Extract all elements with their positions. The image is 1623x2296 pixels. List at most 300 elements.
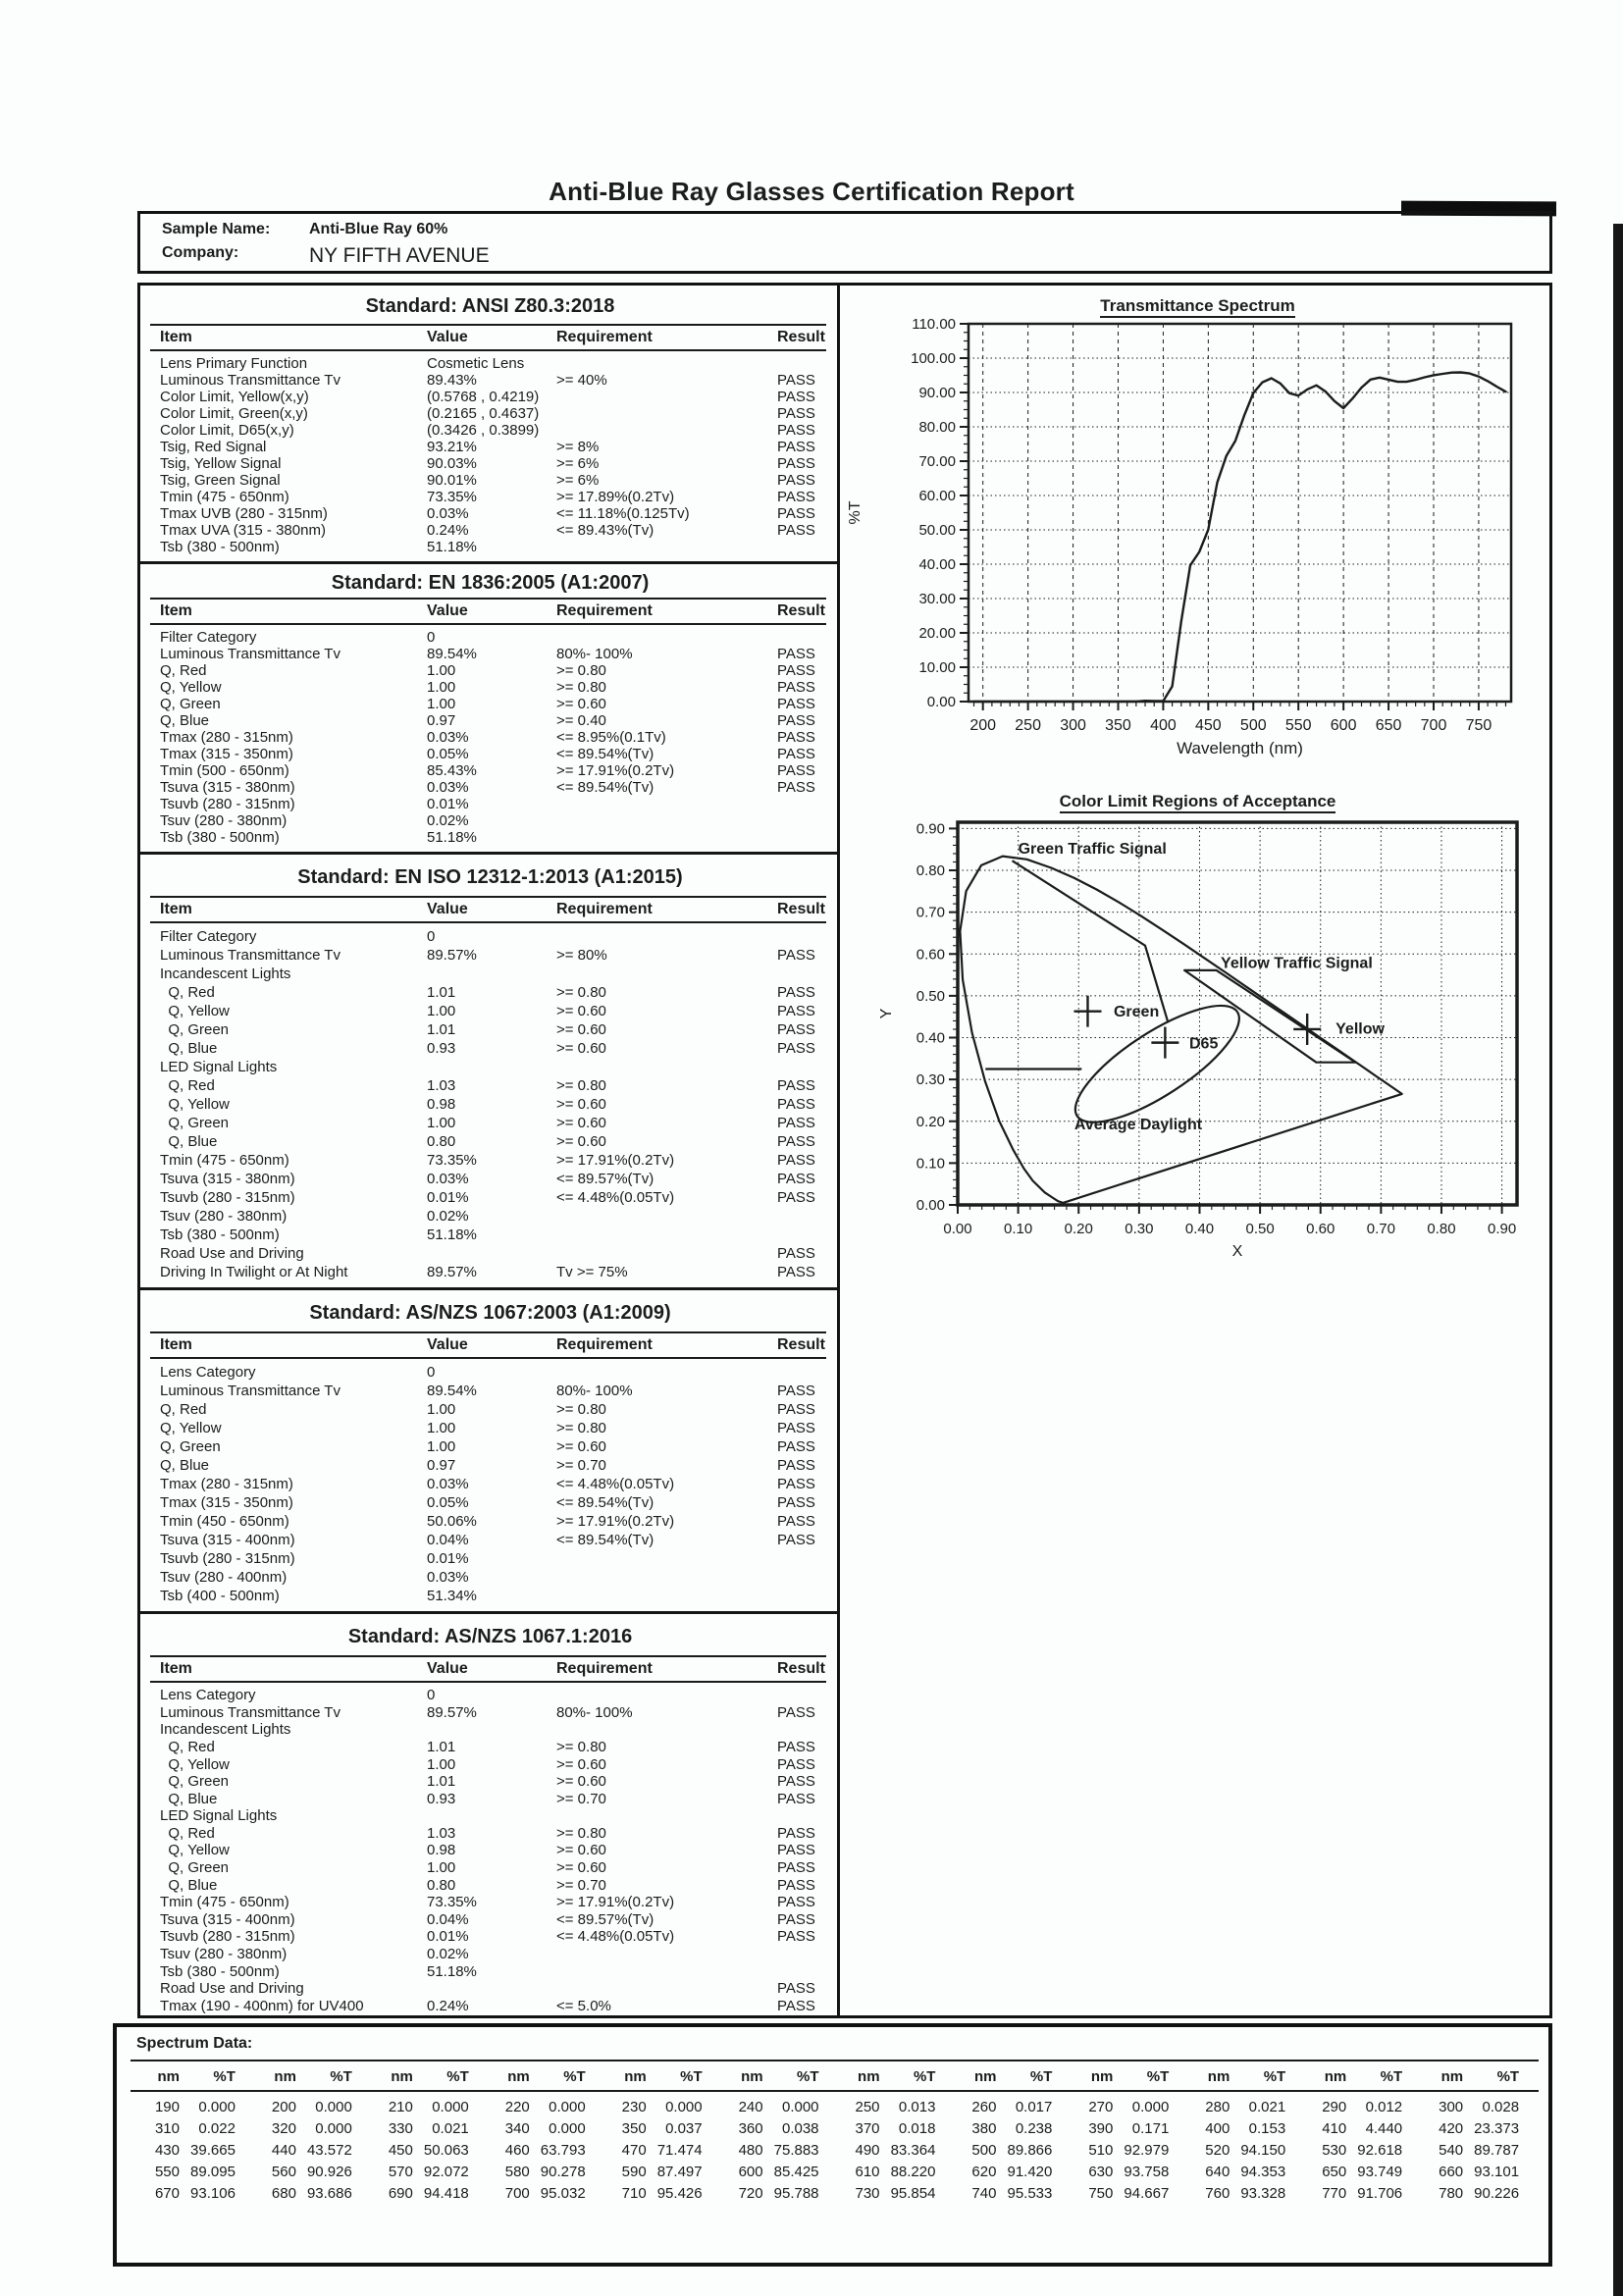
transmittance-value: 93.758 <box>1124 2163 1170 2180</box>
cell-item: Tsuva (315 - 400nm) <box>160 1910 295 1928</box>
cell-value: 0.80 <box>427 1133 456 1150</box>
table-row <box>140 1825 840 1843</box>
spectrum-header-pair <box>1184 2068 1301 2085</box>
percent-t-header: %T <box>1496 2067 1520 2085</box>
cell-requirement: >= 0.60 <box>556 696 606 712</box>
cell-requirement: >= 0.60 <box>556 1133 606 1150</box>
svg-text:0.90: 0.90 <box>1487 1221 1517 1237</box>
column-header-value: Value <box>427 602 468 619</box>
cell-value: 0.03% <box>427 1476 469 1492</box>
wavelength-value: 770 <box>1322 2184 1347 2202</box>
cell-item: Q, Yellow <box>160 1420 222 1436</box>
cell-value: 0.05% <box>427 1494 469 1511</box>
cell-requirement: <= 11.18%(0.125Tv) <box>556 505 690 522</box>
cell-result: PASS <box>777 1894 815 1911</box>
percent-t-header: %T <box>1146 2067 1170 2085</box>
cell-result: PASS <box>777 779 815 796</box>
cell-value: 89.54% <box>427 646 477 662</box>
table-row <box>140 1549 840 1568</box>
table-row <box>140 1151 840 1170</box>
cell-requirement: <= 4.48%(0.05Tv) <box>556 1476 675 1492</box>
cell-value: 51.18% <box>427 1226 477 1243</box>
cell-result: PASS <box>777 1420 815 1436</box>
cell-value: 1.01 <box>427 1773 456 1791</box>
main-content-box <box>137 283 1552 2018</box>
cell-value: 0.02% <box>427 1208 469 1225</box>
transmittance-value: 87.497 <box>656 2163 703 2180</box>
cell-value: 89.43% <box>427 372 477 389</box>
table-row <box>140 1739 840 1756</box>
wavelength-value: 340 <box>504 2119 530 2137</box>
cell-value: 1.01 <box>427 1021 456 1038</box>
cell-result: PASS <box>777 1980 815 1998</box>
cell-result: PASS <box>777 472 815 489</box>
cell-value: (0.5768 , 0.4219) <box>427 389 540 405</box>
table-header-row <box>150 598 826 625</box>
transmittance-value: 23.373 <box>1474 2119 1520 2137</box>
cell-value: 1.00 <box>427 1438 456 1455</box>
transmittance-value: 92.979 <box>1124 2141 1170 2159</box>
cell-item: Tsb (380 - 500nm) <box>160 829 280 846</box>
wavelength-value: 650 <box>1322 2163 1347 2180</box>
cell-value: 89.57% <box>427 1703 477 1721</box>
cell-requirement: >= 6% <box>556 472 600 489</box>
spectrum-data-pair <box>951 2164 1068 2180</box>
nm-header: nm <box>973 2067 997 2085</box>
transmittance-value: 43.572 <box>306 2141 352 2159</box>
cell-requirement: >= 0.60 <box>556 1438 606 1455</box>
table-row <box>140 1400 840 1419</box>
svg-text:0.60: 0.60 <box>1306 1221 1335 1237</box>
cell-result: PASS <box>777 489 815 505</box>
spectrum-data-pair <box>251 2164 368 2180</box>
column-header-requirement: Requirement <box>556 1660 653 1677</box>
cell-value: 0.24% <box>427 1997 469 2014</box>
cell-requirement: >= 0.60 <box>556 1859 606 1877</box>
table-row <box>140 472 840 489</box>
wavelength-value: 780 <box>1439 2184 1464 2202</box>
scan-edge-stripe <box>1613 224 1623 2296</box>
column-header-item: Item <box>160 329 192 345</box>
spectrum-data-pair <box>602 2164 718 2180</box>
column-header-item: Item <box>160 1336 192 1353</box>
cell-value: 0.05% <box>427 746 469 762</box>
table-row <box>140 405 840 422</box>
cell-result: PASS <box>777 422 815 439</box>
table-row <box>140 746 840 762</box>
nm-header: nm <box>391 2067 413 2085</box>
table-row <box>140 1928 840 1946</box>
table-row <box>140 629 840 646</box>
nm-header: nm <box>274 2067 296 2085</box>
svg-text:750: 750 <box>1465 717 1492 734</box>
table-row <box>140 1475 840 1493</box>
cell-requirement: >= 0.60 <box>556 1021 606 1038</box>
column-header-value: Value <box>427 329 468 345</box>
spectrum-data-pair <box>1418 2164 1535 2180</box>
percent-t-header: %T <box>913 2067 936 2085</box>
wavelength-value: 560 <box>271 2163 296 2180</box>
cell-result: PASS <box>777 646 815 662</box>
wavelength-value: 460 <box>504 2141 530 2159</box>
table-row <box>140 779 840 796</box>
cell-value: 1.01 <box>427 1739 456 1756</box>
spectrum-data-row <box>134 2161 1535 2182</box>
spectrum-data-pair <box>951 2142 1068 2159</box>
transmittance-value: 0.021 <box>1248 2098 1286 2115</box>
table-row <box>140 1244 840 1263</box>
column-header-value: Value <box>427 1660 468 1677</box>
cell-value: 0.01% <box>427 1928 469 1946</box>
table-row <box>140 1876 840 1894</box>
spectrum-header-pair <box>602 2068 718 2085</box>
spectrum-data-pair <box>718 2099 835 2115</box>
cell-value: 90.03% <box>427 455 477 472</box>
region-label: Average Daylight <box>1073 1117 1203 1134</box>
cell-result: PASS <box>777 1021 815 1038</box>
cell-result: PASS <box>777 1928 815 1946</box>
spectrum-data-row <box>134 2096 1535 2117</box>
cell-item: Lens Category <box>160 1687 256 1704</box>
cell-item: Tmin (475 - 650nm) <box>160 1152 289 1169</box>
cell-item: Q, Blue <box>160 1457 210 1474</box>
cell-item: Q, Yellow <box>160 679 222 696</box>
cell-result: PASS <box>777 372 815 389</box>
wavelength-value: 430 <box>154 2141 180 2159</box>
spectrum-data-pair <box>485 2164 602 2180</box>
cell-value: 0.01% <box>427 1189 469 1206</box>
cell-result: PASS <box>777 1457 815 1474</box>
table-row <box>140 965 840 983</box>
standard-section <box>140 286 840 564</box>
cell-value: 0.98 <box>427 1096 456 1113</box>
cell-item: Lens Primary Function <box>160 355 308 372</box>
transmittance-spectrum-chart <box>840 286 1552 778</box>
cell-requirement: >= 40% <box>556 372 607 389</box>
wavelength-value: 350 <box>621 2119 647 2137</box>
color-limit-chart-title: Color Limit Regions of Acceptance <box>840 792 1555 811</box>
cell-result: PASS <box>777 455 815 472</box>
nm-header: nm <box>1207 2067 1230 2085</box>
cell-value: 0.98 <box>427 1842 456 1859</box>
cell-result: PASS <box>777 1859 815 1877</box>
cell-result: PASS <box>777 389 815 405</box>
svg-text:40.00: 40.00 <box>918 556 956 573</box>
cell-requirement: <= 89.54%(Tv) <box>556 779 654 796</box>
spectrum-header-pair <box>1068 2068 1184 2085</box>
transmittance-value: 88.220 <box>890 2163 936 2180</box>
cell-requirement: <= 89.54%(Tv) <box>556 746 654 762</box>
spectrum-data-pair <box>1184 2142 1301 2159</box>
cell-item: Tsb (380 - 500nm) <box>160 539 280 555</box>
spectrum-data-pair <box>718 2142 835 2159</box>
table-row <box>140 1790 840 1807</box>
wavelength-value: 300 <box>1439 2098 1464 2115</box>
spectrum-data-pair <box>1418 2099 1535 2115</box>
percent-t-header: %T <box>797 2067 819 2085</box>
cell-value: 0.04% <box>427 1532 469 1548</box>
wavelength-value: 380 <box>971 2119 997 2137</box>
svg-text:250: 250 <box>1015 717 1041 734</box>
table-row <box>140 539 840 555</box>
spectrum-data-pair <box>368 2142 485 2159</box>
spectrum-data-pair <box>134 2164 251 2180</box>
spectrum-data-row <box>134 2139 1535 2161</box>
wavelength-value: 610 <box>855 2163 880 2180</box>
cell-value: 1.00 <box>427 1859 456 1877</box>
cell-item: Tmax UVA (315 - 380nm) <box>160 522 326 539</box>
cell-result: PASS <box>777 1532 815 1548</box>
cell-value: 1.00 <box>427 679 456 696</box>
spectrum-data-pair <box>1068 2164 1184 2180</box>
transmittance-value: 75.883 <box>773 2141 819 2159</box>
wavelength-value: 500 <box>971 2141 997 2159</box>
cell-result: PASS <box>777 984 815 1001</box>
cell-value: 93.21% <box>427 439 477 455</box>
nm-header: nm <box>507 2067 530 2085</box>
spectrum-data-pair <box>1301 2185 1418 2202</box>
transmittance-value: 0.000 <box>549 2098 586 2115</box>
transmittance-value: 0.037 <box>665 2119 703 2137</box>
spectrum-data-pair <box>718 2164 835 2180</box>
wavelength-value: 420 <box>1439 2119 1464 2137</box>
marker-label: Green <box>1113 1004 1160 1021</box>
svg-text:0.40: 0.40 <box>916 1029 945 1047</box>
wavelength-value: 410 <box>1322 2119 1347 2137</box>
cell-item: Q, Red <box>160 1824 215 1842</box>
table-row <box>140 1721 840 1739</box>
cell-item: Luminous Transmittance Tv <box>160 646 340 662</box>
transmittance-value: 0.013 <box>898 2098 936 2115</box>
cell-item: Q, Green <box>160 696 221 712</box>
table-row <box>140 1493 840 1512</box>
table-row <box>140 1980 840 1998</box>
transmittance-value: 90.278 <box>540 2163 586 2180</box>
cell-value: 1.01 <box>427 984 456 1001</box>
wavelength-value: 270 <box>1088 2098 1114 2115</box>
wavelength-value: 740 <box>971 2184 997 2202</box>
cell-value: 89.57% <box>427 947 477 964</box>
wavelength-value: 390 <box>1088 2119 1114 2137</box>
cell-requirement: >= 0.60 <box>556 1842 606 1859</box>
svg-text:700: 700 <box>1420 717 1447 734</box>
region-label: Yellow Traffic Signal <box>1221 955 1373 972</box>
table-row <box>140 1437 840 1456</box>
cell-item: Q, Yellow <box>160 1096 230 1113</box>
nm-header: nm <box>157 2067 180 2085</box>
cell-value: 1.00 <box>427 1003 456 1019</box>
svg-text:90.00: 90.00 <box>918 385 956 401</box>
spectrum-data-pair <box>1184 2099 1301 2115</box>
cell-item: Tsuvb (280 - 315nm) <box>160 1550 295 1567</box>
cell-item: Luminous Transmittance Tv <box>160 1703 340 1721</box>
table-row <box>140 1114 840 1132</box>
cell-item: Tsuva (315 - 380nm) <box>160 1171 295 1187</box>
wavelength-value: 440 <box>271 2141 296 2159</box>
table-row <box>140 1226 840 1244</box>
marker-label: Yellow <box>1335 1020 1385 1038</box>
wavelength-value: 360 <box>738 2119 763 2137</box>
nm-header: nm <box>1090 2067 1114 2085</box>
cell-value: 0.04% <box>427 1910 469 1928</box>
table-rows <box>140 625 840 852</box>
cell-item: Q, Blue <box>160 1040 218 1057</box>
transmittance-value: 94.667 <box>1124 2184 1170 2202</box>
cell-item: Luminous Transmittance Tv <box>160 947 340 964</box>
standard-section-title: Standard: ANSI Z80.3:2018 <box>365 295 615 317</box>
transmittance-value: 93.106 <box>190 2184 236 2202</box>
cell-value: (0.3426 , 0.3899) <box>427 422 540 439</box>
transmittance-value: 89.095 <box>190 2163 236 2180</box>
wavelength-value: 580 <box>504 2163 530 2180</box>
table-row <box>140 679 840 696</box>
table-row <box>140 1263 840 1281</box>
spectrum-header-pair <box>251 2068 368 2085</box>
spectrum-table <box>134 2064 1535 2204</box>
cell-item: LED Signal Lights <box>160 1807 278 1825</box>
svg-text:0.20: 0.20 <box>1064 1221 1093 1237</box>
cell-requirement: <= 4.48%(0.05Tv) <box>556 1189 675 1206</box>
company-value: NY FIFTH AVENUE <box>309 244 490 267</box>
svg-text:0.00: 0.00 <box>943 1221 972 1237</box>
cell-result: PASS <box>777 1003 815 1019</box>
spectrum-header-pair <box>1418 2068 1535 2085</box>
cell-requirement: >= 0.70 <box>556 1790 606 1807</box>
table-row <box>140 1773 840 1791</box>
cell-item: LED Signal Lights <box>160 1059 278 1075</box>
x-axis-label: Wavelength (nm) <box>1177 739 1303 757</box>
cell-item: Tmax (280 - 315nm) <box>160 729 293 746</box>
spectrum-data-pair <box>1418 2185 1535 2202</box>
cell-value: 0.24% <box>427 522 469 539</box>
table-row <box>140 1512 840 1531</box>
cell-value: 50.06% <box>427 1513 477 1530</box>
cell-item: Tsuv (280 - 380nm) <box>160 1208 288 1225</box>
cell-value: 1.00 <box>427 696 456 712</box>
spectrum-data-pair <box>1301 2099 1418 2115</box>
column-header-item: Item <box>160 602 192 619</box>
sample-name-label: Sample Name: <box>162 221 271 237</box>
cell-value: 0 <box>427 629 436 646</box>
cell-item: Road Use and Driving <box>160 1245 304 1262</box>
cell-item: Incandescent Lights <box>160 1721 291 1739</box>
table-rows <box>140 1359 840 1611</box>
column-header-value: Value <box>427 901 468 917</box>
svg-text:0.70: 0.70 <box>916 904 945 921</box>
cell-result: PASS <box>777 1773 815 1791</box>
table-row <box>140 1382 840 1400</box>
cell-item: Tsb (380 - 500nm) <box>160 1962 280 1980</box>
column-header-result: Result <box>777 1336 825 1353</box>
cell-result: PASS <box>777 1171 815 1187</box>
wavelength-value: 200 <box>271 2098 296 2115</box>
spectrum-data-pair <box>1068 2099 1184 2115</box>
column-header-result: Result <box>777 1660 825 1677</box>
cell-item: Q, Yellow <box>160 1003 230 1019</box>
cell-value: 0 <box>427 1687 436 1704</box>
spectrum-data-pair <box>1418 2142 1535 2159</box>
cell-item: Q, Blue <box>160 1790 218 1807</box>
cell-value: 0.03% <box>427 1569 469 1586</box>
svg-text:10.00: 10.00 <box>918 659 956 676</box>
percent-t-header: %T <box>1029 2067 1053 2085</box>
cell-result: PASS <box>777 405 815 422</box>
cell-result: PASS <box>777 1133 815 1150</box>
transmittance-value: 85.425 <box>773 2163 819 2180</box>
wavelength-value: 600 <box>738 2163 763 2180</box>
cell-item: Q, Green <box>160 1773 230 1791</box>
cell-value: 0.93 <box>427 1040 456 1057</box>
cell-item: Tsig, Green Signal <box>160 472 281 489</box>
cell-result: PASS <box>777 1264 815 1280</box>
sample-info-box <box>137 211 1552 274</box>
cell-item: Tmin (475 - 650nm) <box>160 1894 289 1911</box>
percent-t-header: %T <box>680 2067 703 2085</box>
percent-t-header: %T <box>1380 2067 1403 2085</box>
spectrum-data-pair <box>1068 2142 1184 2159</box>
cell-requirement: <= 89.57%(Tv) <box>556 1171 654 1187</box>
svg-text:600: 600 <box>1330 717 1357 734</box>
wavelength-value: 290 <box>1322 2098 1347 2115</box>
transmittance-value: 39.665 <box>190 2141 236 2159</box>
svg-text:0.70: 0.70 <box>1366 1221 1395 1237</box>
cell-requirement: 80%- 100% <box>556 646 633 662</box>
column-header-requirement: Requirement <box>556 1336 653 1353</box>
table-row <box>140 1207 840 1226</box>
cell-value: 73.35% <box>427 1152 477 1169</box>
wavelength-value: 570 <box>388 2163 413 2180</box>
wavelength-value: 690 <box>388 2184 413 2202</box>
wavelength-value: 320 <box>271 2119 296 2137</box>
cell-result: PASS <box>777 1842 815 1859</box>
transmittance-value: 92.618 <box>1357 2141 1403 2159</box>
table-row <box>140 1946 840 1963</box>
transmittance-value: 0.018 <box>898 2119 936 2137</box>
table-row <box>140 1132 840 1151</box>
transmittance-value: 95.533 <box>1007 2184 1053 2202</box>
cell-item: Tmax (280 - 315nm) <box>160 1476 293 1492</box>
transmittance-value: 93.328 <box>1240 2184 1286 2202</box>
cell-item: Lens Category <box>160 1364 256 1381</box>
column-header-requirement: Requirement <box>556 329 653 345</box>
table-row <box>140 983 840 1002</box>
spectrum-data-pair <box>485 2142 602 2159</box>
cell-result: PASS <box>777 1096 815 1113</box>
cell-value: Cosmetic Lens <box>427 355 525 372</box>
cell-item: Q, Blue <box>160 1876 218 1894</box>
svg-text:80.00: 80.00 <box>918 419 956 436</box>
spectrum-data-pair <box>951 2120 1068 2137</box>
svg-text:0.10: 0.10 <box>1004 1221 1033 1237</box>
transmittance-value: 95.854 <box>890 2184 936 2202</box>
x-axis-label: X <box>1231 1243 1243 1260</box>
cell-item: Tsuvb (280 - 315nm) <box>160 796 295 812</box>
spectrum-header-pair <box>1301 2068 1418 2085</box>
cell-item: Road Use and Driving <box>160 1980 304 1998</box>
wavelength-value: 250 <box>855 2098 880 2115</box>
cell-item: Tmin (475 - 650nm) <box>160 489 289 505</box>
cell-value: 0.02% <box>427 812 469 829</box>
cell-requirement: >= 0.40 <box>556 712 606 729</box>
cell-item: Driving In Twilight or At Night <box>160 1264 348 1280</box>
cell-requirement: 80%- 100% <box>556 1703 633 1721</box>
cell-item: Q, Blue <box>160 1133 218 1150</box>
cell-result: PASS <box>777 1040 815 1057</box>
table-row <box>140 505 840 522</box>
cell-item: Q, Red <box>160 662 207 679</box>
wavelength-value: 750 <box>1088 2184 1114 2202</box>
wavelength-value: 720 <box>738 2184 763 2202</box>
